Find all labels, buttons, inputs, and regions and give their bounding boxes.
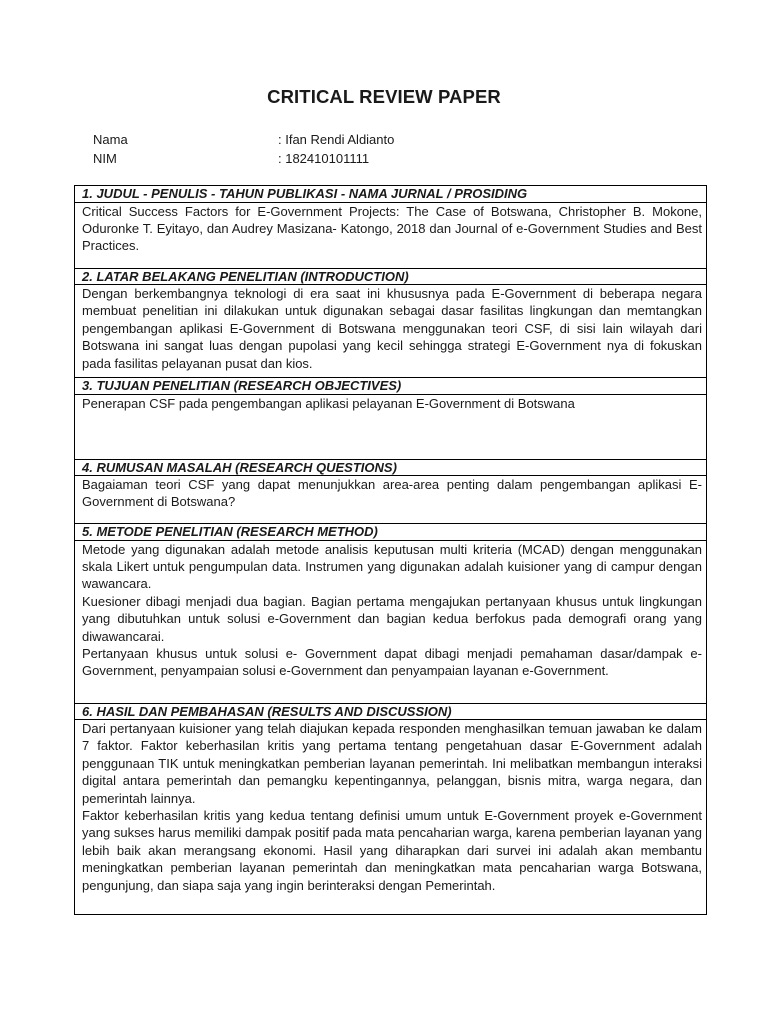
section-heading: 5. METODE PENELITIAN (RESEARCH METHOD)	[75, 524, 707, 541]
section-paragraph: Faktor keberhasilan kritis yang kedua tentang definisi umum untuk E-Government proyek e-Government yang sukses harus memiliki dampak positif pada mata pencaharian warga, karena pemberian layanan yang lebih baik akan merangsang ekonomi. Hasil yang diharapkan dari survei ini adalah akan membantu meningkatkan pemberian layanan pemerintah dan meningkatkan mata pencaharian warga Botswana, pengunjung, dan siapa saja yang ingin berinteraksi dengan Pemerintah.	[82, 808, 702, 893]
page-title: CRITICAL REVIEW PAPER	[267, 86, 501, 107]
review-table	[74, 185, 707, 915]
section-1-heading-row	[75, 186, 707, 203]
section-body	[75, 202, 707, 268]
section-paragraph: Kuesioner dibagi menjadi dua bagian. Bagian pertama mengajukan pertanyaan khusus untuk lingkungan yang dibutuhkan untuk solusi e-Government dan bagian kedua berfokus pada demografi orang yang diwawancarai.	[82, 593, 702, 644]
section-paragraph: Dengan berkembangnya teknologi di era saat ini khususnya pada E-Government di beberapa negara membuat penelitian ini dilakukan untuk digunakan sebagai dasar fasilitas lingkungan dan memtangkan pengembangan aplikasi E-Government di Botswana menggunakan teori CSF, di sisi lain wilayah dari Botswana ini sangat luas dengan pupolasi yang kecil sehingga strategi E-Government nya di fokuskan pada fasilitas pelayanan pusat dan kios.	[82, 286, 702, 371]
section-6-body-row	[75, 720, 707, 915]
section-5-body-row	[75, 540, 707, 703]
section-body	[75, 540, 707, 703]
section-heading: 2. LATAR BELAKANG PENELITIAN (INTRODUCTION)	[75, 268, 707, 285]
section-2-heading-row	[75, 268, 707, 285]
nim-label: NIM	[93, 151, 117, 166]
section-5-heading-row	[75, 524, 707, 541]
nama-value: : Ifan Rendi Aldianto	[278, 132, 395, 147]
section-body	[75, 720, 707, 915]
section-1-body-row	[75, 202, 707, 268]
section-heading: 4. RUMUSAN MASALAH (RESEARCH QUESTIONS)	[75, 459, 707, 476]
section-paragraph: Dari pertanyaan kuisioner yang telah diajukan kepada responden menghasilkan temuan jawaban ke dalam 7 faktor. Faktor keberhasilan kritis yang pertama tentang pengetahuan dasar E-Government adalah penggunaan TIK untuk meningkatkan pemberian layanan pemerintah. Ini melibatkan membangun interaksi digital antara pemerintah dan pemangku kepentingannya, pelanggan, bisnis mitra, warga negara, dan pemerintah lainnya.	[82, 721, 702, 806]
section-6-heading-row	[75, 703, 707, 720]
section-4-body-row	[75, 476, 707, 524]
section-paragraph: Penerapan CSF pada pengembangan aplikasi pelayanan E-Government di Botswana	[82, 395, 575, 411]
section-paragraph: Metode yang digunakan adalah metode analisis keputusan multi kriteria (MCAD) dengan menggunakan skala Likert untuk pengumpulan data. Instrumen yang digunakan adalah kuisioner yang di campur dengan wawancara.	[82, 541, 702, 592]
section-3-body-row	[75, 394, 707, 459]
nim-value: : 182410101111	[278, 151, 370, 166]
section-2-body-row	[75, 285, 707, 378]
section-body	[75, 476, 707, 524]
section-body	[75, 394, 707, 459]
section-paragraph: Pertanyaan khusus untuk solusi e- Government dapat dibagi menjadi pemahaman dasar/dampak e-Government, penyampaian solusi e-Government dan penyampaian layanan e-Government.	[82, 645, 702, 679]
section-3-heading-row	[75, 378, 707, 395]
section-paragraph: Bagaiaman teori CSF yang dapat menunjukkan area-area penting dalam pengembangan aplikasi E-Government di Botswana?	[82, 477, 702, 510]
section-4-heading-row	[75, 459, 707, 476]
section-body	[75, 285, 707, 378]
nama-label: Nama	[93, 132, 128, 147]
section-heading: 3. TUJUAN PENELITIAN (RESEARCH OBJECTIVES)	[75, 378, 707, 395]
section-heading: 6. HASIL DAN PEMBAHASAN (RESULTS AND DISCUSSION)	[75, 703, 707, 720]
section-heading: 1. JUDUL - PENULIS - TAHUN PUBLIKASI - NAMA JURNAL / PROSIDING	[75, 186, 707, 203]
section-paragraph: Critical Success Factors for E-Government Projects: The Case of Botswana, Christopher B. Mokone, Oduronke T. Eyitayo, dan Audrey Masizana- Katongo, 2018 dan Journal of e-Government Studies and Best Practices.	[82, 203, 702, 254]
